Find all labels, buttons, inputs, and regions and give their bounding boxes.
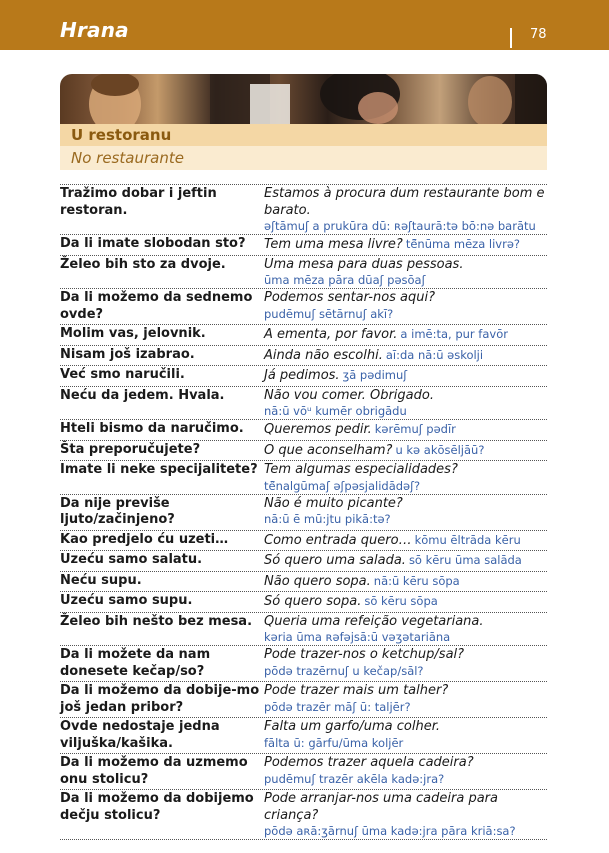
portuguese-translation (264, 573, 547, 591)
serbian-phrase: Da li možemo da sednemo ovde? (60, 290, 253, 322)
serbian-phrase: Želeo bih sto za dvoje. (60, 256, 226, 272)
phrase-row (60, 530, 547, 551)
pronunciation: tē̃nalgūmaʃ əʃpəsjalidādəʃ? (264, 478, 421, 493)
phrase-row (60, 184, 547, 234)
phrase-row (60, 234, 547, 255)
serbian-phrase: Hteli bismo da naručimo. (60, 421, 244, 436)
phrase-row (60, 324, 547, 345)
portuguese-phrase: Podemos sentar-nos aqui? (264, 290, 436, 305)
portuguese-phrase: Tem uma mesa livre? (264, 237, 403, 252)
serbian-phrase: Da li možemo da dobijemo dečju stolicu? (60, 791, 254, 823)
phrase-row (60, 681, 547, 717)
portuguese-phrase: Queria uma refeição vegetariana. (264, 613, 484, 629)
portuguese-translation (264, 683, 547, 716)
pronunciation: u kə akōsēljāū? (395, 442, 485, 457)
portuguese-phrase: O que aconselham? (264, 442, 393, 458)
section-title: U restoranu (71, 126, 172, 144)
portuguese-translation (264, 421, 547, 439)
pronunciation: aī:da nā:ū əskolji (385, 347, 484, 362)
pronunciation: ʒā pədimuʃ (342, 368, 408, 382)
phrase-row (60, 550, 547, 571)
serbian-phrase: Već smo naručili. (60, 367, 185, 382)
pronunciation: fālta ū: gārfu/ūma koljēr (264, 735, 404, 750)
pronunciation: nā:ū vōᵘ kumēr obrigādu (264, 404, 407, 418)
phrase-row (60, 386, 547, 420)
serbian-phrase: Uzeću samo supu. (60, 593, 193, 608)
pronunciation: pudēmuʃ sētārnuʃ akī? (264, 306, 394, 321)
pronunciation: sō kēru sōpa (364, 594, 438, 608)
phrase-row (60, 645, 547, 681)
serbian-phrase: Imate li neke specijalitete? (60, 462, 258, 477)
pronunciation: kōmu ēltrāda kēru (414, 532, 521, 547)
pronunciation: kərēmuʃ pədīr (374, 422, 456, 436)
pronunciation: kəria ūma ʀəfəjsā:ū vəʒətariāna (264, 630, 451, 644)
portuguese-phrase: Podemos trazer aquela cadeira? (264, 755, 474, 770)
serbian-phrase: Molim vas, jelovnik. (60, 326, 206, 341)
portuguese-phrase: Pode arranjar-nos uma cadeira para criança? (264, 791, 498, 823)
portuguese-translation (264, 496, 547, 529)
phrase-row (60, 717, 547, 753)
portuguese-translation (264, 791, 547, 838)
portuguese-phrase: Só quero sopa. (264, 594, 362, 609)
serbian-phrase: Nisam još izabrao. (60, 346, 195, 362)
portuguese-phrase: Já pedimos. (264, 368, 340, 383)
pronunciation: pōdə trazēr māʃ ū: taljēr? (264, 699, 411, 714)
phrase-row (60, 591, 547, 612)
serbian-phrase: Želeo bih nešto bez mesa. (60, 613, 253, 629)
phrase-row (60, 494, 547, 530)
portuguese-phrase: Não é muito picante? (264, 495, 403, 511)
portuguese-translation (264, 367, 547, 385)
restaurant-photo-illustration (60, 74, 547, 124)
portuguese-translation (264, 614, 547, 645)
portuguese-phrase: Não vou comer. Obrigado. (264, 387, 434, 403)
portuguese-translation (264, 388, 547, 419)
pronunciation: pōdə trazērnuʃ u kečap/sāl? (264, 663, 424, 678)
phrase-row (60, 789, 547, 840)
pronunciation: nā:ū ē mū:jtu pikā:tə? (264, 512, 391, 526)
phrase-row (60, 460, 547, 494)
pronunciation: a imē:ta, pur favōr (400, 327, 508, 341)
phrase-row (60, 365, 547, 386)
portuguese-translation (264, 186, 547, 233)
portuguese-translation (264, 326, 547, 344)
serbian-phrase: Tražimo dobar i jeftin restoran. (60, 186, 217, 218)
portuguese-translation (264, 552, 547, 570)
portuguese-translation (264, 347, 547, 365)
portuguese-phrase: Só quero uma salada. (264, 553, 406, 568)
portuguese-phrase: Não quero sopa. (264, 573, 371, 589)
serbian-phrase: Da li imate slobodan sto? (60, 236, 246, 251)
portuguese-translation (264, 532, 547, 550)
pronunciation: ūma mēza pāra dūaʃ pəsōaʃ (264, 273, 426, 287)
pronunciation: əʃtāmuʃ a prukūra dū: ʀəʃtaurā:tə bō:nə barātu (264, 219, 536, 233)
page-number-divider (510, 28, 512, 48)
serbian-phrase: Neću supu. (60, 572, 142, 588)
portuguese-phrase: Falta um garfo/uma colher. (264, 719, 440, 734)
portuguese-phrase: Pode trazer mais um talher? (264, 683, 449, 698)
phrase-row (60, 419, 547, 440)
portuguese-translation (264, 257, 547, 288)
serbian-phrase: Uzeću samo salatu. (60, 552, 203, 567)
serbian-phrase: Šta preporučujete? (60, 441, 201, 457)
portuguese-phrase: Uma mesa para duas pessoas. (264, 256, 464, 272)
serbian-phrase: Da li možete da nam donesete kečap/so? (60, 647, 211, 679)
portuguese-phrase: Estamos à procura dum restaurante bom e barato. (264, 186, 545, 218)
page-number: 78 (530, 27, 547, 42)
portuguese-translation (264, 755, 547, 788)
pronunciation: tē̃nūma mēza livrə? (405, 237, 521, 251)
phrase-row (60, 255, 547, 289)
phrase-row (60, 440, 547, 461)
phrase-row (60, 288, 547, 324)
pronunciation: pudēmuʃ trazēr akēla kadə:jra? (264, 771, 445, 786)
phrase-row (60, 345, 547, 366)
portuguese-translation (264, 462, 547, 493)
serbian-phrase: Neću da jedem. Hvala. (60, 387, 225, 403)
chapter-title: Hrana (60, 18, 129, 42)
portuguese-phrase: Ainda não escolhi. (264, 347, 383, 363)
portuguese-translation (264, 719, 547, 752)
portuguese-phrase: Como entrada quero… (264, 532, 412, 548)
phrase-row (60, 571, 547, 592)
serbian-phrase: Da li možemo da uzmemo onu stolicu? (60, 755, 248, 787)
phrase-row (60, 753, 547, 789)
portuguese-phrase: A ementa, por favor. (264, 327, 398, 342)
serbian-phrase: Da li možemo da dobije-mo još jedan pribor? (60, 683, 260, 715)
portuguese-phrase: Queremos pedir. (264, 422, 372, 437)
portuguese-phrase: Pode trazer-nos o ketchup/sal? (264, 647, 465, 662)
restaurant-photo-banner (60, 74, 547, 124)
phrase-row (60, 612, 547, 646)
portuguese-phrase: Tem algumas especialidades? (264, 462, 458, 477)
serbian-phrase: Kao predjelo ću uzeti… (60, 531, 229, 547)
portuguese-translation (264, 593, 547, 611)
pronunciation: nā:ū kēru sōpa (373, 573, 460, 588)
portuguese-translation (264, 647, 547, 680)
pronunciation: sō kēru ūma salāda (408, 553, 522, 567)
pronunciation: pōdə aʀā:ʒārnuʃ ūma kadə:jra pāra kriā:sa? (264, 824, 516, 838)
portuguese-translation (264, 236, 547, 254)
serbian-phrase: Ovde nedostaje jedna viljuška/kašika. (60, 719, 220, 751)
section-subtitle: No restaurante (71, 149, 184, 167)
phrase-table (60, 184, 547, 840)
portuguese-translation (264, 290, 547, 323)
serbian-phrase: Da nije previše ljuto/začinjeno? (60, 495, 175, 527)
portuguese-translation (264, 442, 547, 460)
